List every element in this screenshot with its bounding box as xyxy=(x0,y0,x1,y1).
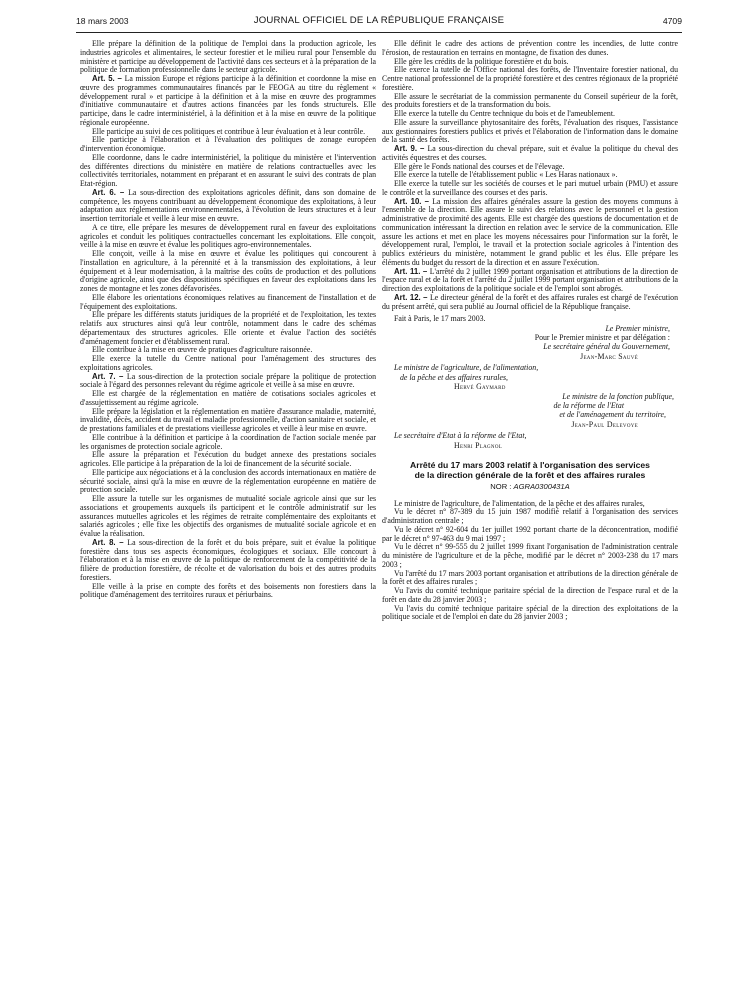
paragraph xyxy=(80,539,376,583)
paragraph-text: La sous-direction de la forêt et du bois prépare, suit et évalue la politique forestière dans tous ses aspects économiques, écologiques et sociaux. Elle concourt à l'élaboration et à la mise en œuvre de la politique de renforcement de la compétitivité de la filière de production forestière, de récolte et de valorisation du bois et des autres produits forestiers. xyxy=(80,537,377,582)
decree-body xyxy=(382,500,678,623)
left-column xyxy=(80,40,376,600)
article-label: Art. 8. – xyxy=(92,537,128,547)
fp-title-3: et de l'aménagement du territoire, xyxy=(559,410,666,420)
paragraph xyxy=(80,451,376,469)
paragraph-text: Elle exerce la tutelle de l'Office national des forêts, de l'Inventaire forestier national, du Centre national professionnel de la propriété forestière et des centres régionaux de la propriété forestière. xyxy=(382,65,678,92)
paragraph-text: Elle prépare les différents statuts juridiques de la propriété et de l'exploitation, les textes relatifs aux structures ainsi qu'à leur contrôle, notamment dans le cadre des schémas départementaux des structures agricoles. Elle oriente et évalue l'action des sociétés d'aménagement foncier et d'établissement rural. xyxy=(80,310,376,346)
paragraph-text: Elle veille à la prise en compte des forêts et des boisements non forestiers dans la politique d'aménagement des territoires ruraux et périurbains. xyxy=(80,581,376,600)
article-label: Art. 9. – xyxy=(394,144,428,153)
paragraph xyxy=(80,250,376,294)
paragraph-text: Elle gère les crédits de la politique forestière et du bois. xyxy=(394,56,569,66)
pm-delegation: Pour le Premier ministre et par délégation : xyxy=(534,333,670,343)
paragraph-text: Elle prépare la définition de la politique de l'emploi dans la production agricole, les industries agricoles et alimentaires, le secteur forestier et le milieu rural pour l'ensemble du ministère et participe au développement de l'activité dans ces secteurs et à la préparation de la politique de formation professionnelle dans le secteur agricole. xyxy=(80,39,376,75)
agri-title-2: de la pêche et des affaires rurales, xyxy=(400,372,508,382)
pm-sg-name: Jean-Marc Sauvé xyxy=(580,351,638,361)
right-articles xyxy=(382,40,678,311)
paragraph-text: A ce titre, elle prépare les mesures de développement rural en faveur des exploitations agricoles et conduit les politiques contractuelles concernant les exploitations. Elle conçoit, veille à la mise en œuvre et évalue les politiques agro-environnementales. xyxy=(80,222,376,250)
paragraph xyxy=(80,294,376,312)
article-label: Art. 5. – xyxy=(92,74,125,83)
paragraph xyxy=(382,93,678,111)
paragraph-text: Elle assure la tutelle sur les organismes de mutualité sociale agricole ainsi que sur les associations et groupements auxquels ils participent et le contrôle administratif sur les assurances mutuelles agricoles et les régimes de retraite complémentaire des exploitants et salariés agricoles ; elle fixe les objectifs des organismes de mutualité sociale agricole et en évalue la réalisation. xyxy=(80,494,376,538)
paragraph-text: Elle élabore les orientations économiques relatives au financement de l'installation et de l'équipement des exploitations. xyxy=(80,292,376,311)
decree-paragraph: Vu le décret n° 92-604 du 1er juillet 1992 portant charte de la déconcentration, modifié par le décret n° 97-463 du 9 mai 1997 ; xyxy=(382,524,678,543)
paragraph xyxy=(382,66,678,92)
header-date: 18 mars 2003 xyxy=(76,16,129,26)
paragraph-text: La sous-direction des exploitations agricoles définit, dans son domaine de compétence, les moyens contribuant au développement économique des exploitations, à leur adaptation aux réglementations environnementales, à l'évolution de leurs structures et à leur insertion territoriale et veille à leur mise en œuvre. xyxy=(80,187,377,223)
article-label: Art. 11. – xyxy=(394,266,430,276)
paragraph-text: Le directeur général de la forêt et des affaires rurales est chargé de l'exécution du présent arrêté, qui sera publié au Journal officiel de la République française. xyxy=(382,292,678,311)
signature-block xyxy=(382,314,678,450)
pm-sg-title: Le secrétaire général du Gouvernement, xyxy=(543,342,670,352)
paragraph-text: Elle prépare la législation et la réglementation en matière d'assurance maladie, maternité, invalidité, décès, accident du travail et maladie professionnelle, d'action sanitaire et sociale, et de prestations familiales et de prestations vieillesse agricoles et veille à leur mise en œuvre. xyxy=(80,406,376,433)
paragraph xyxy=(382,294,678,312)
article-label: Art. 6. – xyxy=(92,187,129,197)
article-label: Art. 12. – xyxy=(394,292,430,302)
paragraph xyxy=(80,154,376,189)
paragraph xyxy=(80,495,376,539)
paragraph-text: Elle est chargée de la réglementation en matière de cotisations sociales agricoles et d'assujettissement au régime agricole. xyxy=(80,389,376,407)
paragraph xyxy=(80,224,376,250)
fp-name: Jean-Paul Delevoye xyxy=(571,419,638,429)
right-column xyxy=(382,40,678,622)
paragraph xyxy=(80,469,376,495)
paragraph-text: L'arrêté du 2 juillet 1999 portant organisation et attributions de la direction de l'espace rural et de la forêt et l'arrêté du 2 juillet 1999 portant organisation et attributions de la direction des exploitations de la politique sociale et de l'emploi sont abrogés. xyxy=(382,266,678,293)
paragraph xyxy=(80,189,376,224)
paragraph-text: Elle participe à l'élaboration et à l'évaluation des politiques de zonage européen d'intervention économique. xyxy=(80,135,376,153)
nor-label: NOR : xyxy=(490,481,512,491)
paragraph xyxy=(80,136,376,154)
paragraph xyxy=(382,145,678,163)
paragraph-text: Elle exerce la tutelle sur les sociétés de courses et le pari mutuel urbain (PMU) et assure le contrôle et la surveillance des courses et des paris. xyxy=(382,179,678,197)
journal-title: JOURNAL OFFICIEL DE LA RÉPUBLIQUE FRANÇAISE xyxy=(253,15,505,26)
paragraph xyxy=(80,75,376,128)
nor-code: AGRA0300431A xyxy=(513,481,570,491)
decree-paragraph: Vu le décret n° 87-389 du 15 juin 1987 modifié relatif à l'organisation des services d'administration centrale ; xyxy=(382,507,678,526)
paragraph-text: Elle conçoit, veille à la mise en œuvre et évalue les politiques qui concourent à l'installation en agriculture, à la pérennité et à la transmission des exploitations, à leur équipement et à leur modernisation, à la maîtrise des coûts de production et des pollutions d'origine agricole, ainsi que des dispositions spécifiques en faveur des exploitations dans les zones de montagne et les zones défavorisées. xyxy=(80,249,376,293)
se-name: Henri Plagnol xyxy=(454,440,503,450)
paragraph xyxy=(80,390,376,408)
paragraph xyxy=(382,180,678,198)
decree-paragraph: Vu le décret n° 99-555 du 2 juillet 1999 fixant l'organisation de l'administration centrale du ministère de l'agriculture et de la pêche, modifié par le décret n° 2003-238 du 17 mars 2003 ; xyxy=(382,542,678,569)
fp-title-1: Le ministre de la fonction publique, xyxy=(562,391,674,401)
paragraph xyxy=(80,408,376,434)
paragraph-text: Elle gère le Fonds national des courses et de l'élevage. xyxy=(394,161,565,171)
paragraph xyxy=(80,311,376,346)
page-number: 4709 xyxy=(662,16,682,26)
nor-reference xyxy=(382,483,678,492)
paragraph-text: Elle coordonne, dans le cadre interministériel, la politique du ministère et l'intervention des différentes directions du ministère en matière de relations contractuelles avec les collectivités territoriales, notamment en préparant et en assurant le suivi des contrats de plan Etat-région. xyxy=(80,152,376,188)
paragraph-text: Elle contribue à la mise en œuvre de pratiques d'agriculture raisonnée. xyxy=(92,345,313,355)
paragraph-text: Elle exerce la tutelle du Centre technique du bois et de l'ameublement. xyxy=(394,109,615,118)
decree-paragraph: Vu l'arrêté du 17 mars 2003 portant organisation et attributions de la direction générale de la forêt et des affaires rurales ; xyxy=(382,568,678,587)
paragraph-text: Elle participe aux négociations et à la conclusion des accords internationaux en matière de sécurité sociale, ainsi qu'à la mise en œuvre de la réglementation européenne en matière de protection sociale. xyxy=(80,467,376,495)
paragraph-text: La sous-direction du cheval prépare, suit et évalue la politique du cheval des activités équestres et des courses. xyxy=(382,144,678,162)
paragraph-text: Elle assure le secrétariat de la commission permanente du Conseil supérieur de la forêt, des produits forestiers et de la transformation du bois. xyxy=(382,91,678,110)
se-title: Le secrétaire d'Etat à la réforme de l'Etat, xyxy=(394,431,527,441)
article-label: Art. 7. – xyxy=(92,371,127,381)
decree-title: Arrêté du 17 mars 2003 relatif à l'organisation des services de la direction générale de la forêt et des affaires rurales xyxy=(410,459,650,480)
paragraph xyxy=(80,373,376,391)
paragraph-text: La mission des affaires générales assure la gestion des moyens communs à l'ensemble de la direction. Elle assure le suivi des relations avec le personnel et la gestion administrative de proximité des agents. Elle est chargée des questions de documentation et de communication intéressant la direction en relation avec le service de la communication. Elle assure les actions et met en place les moyens nécessaires pour l'information sur la forêt, le développement rural, l'emploi, le travail et la protection sociale agricoles à l'intention des publics extérieurs du ministère, notamment le grand public et les élus. Elle prépare les éléments du budget du ressort de la direction et en assure l'exécution. xyxy=(382,196,678,267)
place-date: Fait à Paris, le 17 mars 2003. xyxy=(394,314,486,324)
paragraph xyxy=(80,434,376,452)
paragraph-text: Elle assure la surveillance phytosanitaire des forêts, l'évaluation des risques, l'assistance aux gestionnaires forestiers publics et privés et l'élaboration de l'information dans le domaine de la santé des forêts. xyxy=(382,117,678,145)
decree-paragraph: Vu l'avis du comité technique paritaire spécial de la direction de l'espace rural et de la forêt en date du 28 janvier 2003 ; xyxy=(382,586,678,604)
agri-title-1: Le ministre de l'agriculture, de l'alimentation, xyxy=(394,363,539,373)
paragraph xyxy=(80,355,376,373)
agri-name: Hervé Gaymard xyxy=(454,382,506,392)
paragraph-text: Elle exerce la tutelle du Centre national pour l'aménagement des structures des exploitations agricoles. xyxy=(80,354,376,372)
paragraph xyxy=(382,198,678,268)
paragraph-text: Elle assure la préparation et l'exécution du budget annexe des prestations sociales agricoles. Elle participe à la préparation de la loi de financement de la sécurité sociale. xyxy=(80,450,376,468)
paragraph-text: La mission Europe et régions participe à la définition et coordonne la mise en œuvre des programmes communautaires financés par le FEOGA au titre du règlement « développement rural » et participe à la définition et à la mise en œuvre des programmes d'initiative communautaire et d'autres actions financées par les fonds structurels. Elle participe, dans le cadre interministériel, à la définition et à la mise en œuvre de la politique régionale européenne. xyxy=(80,74,377,127)
page-header xyxy=(76,16,682,30)
article-label: Art. 10. – xyxy=(394,196,433,206)
paragraph-text: Elle exerce la tutelle de l'établissement public « Les Haras nationaux ». xyxy=(394,170,618,180)
header-rule xyxy=(76,32,682,33)
fp-title-2: de la réforme de l'Etat xyxy=(553,400,624,410)
paragraph xyxy=(382,119,678,145)
paragraph xyxy=(382,268,678,294)
paragraph xyxy=(382,40,678,58)
paragraph xyxy=(80,40,376,75)
paragraph-text: La sous-direction de la protection sociale prépare la politique de protection sociale à l'égard des personnes relevant du régime agricole et veille à sa mise en œuvre. xyxy=(80,371,376,390)
paragraph-text: Elle définit le cadre des actions de prévention contre les incendies, de lutte contre l'érosion, de restauration en terrains en montagne, de fixation des dunes. xyxy=(382,39,678,57)
decree-paragraph: Vu l'avis du comité technique paritaire spécial de la direction des exploitations de la politique sociale et de l'emploi en date du 28 janvier 2003 ; xyxy=(382,603,678,622)
decree-paragraph: Le ministre de l'agriculture, de l'alimentation, de la pêche et des affaires rurales, xyxy=(394,498,645,508)
paragraph-text: Elle contribue à la définition et participe à la coordination de l'action sociale menée par les organismes de protection sociale agricole. xyxy=(80,432,376,451)
paragraph xyxy=(80,583,376,601)
pm-title: Le Premier ministre, xyxy=(605,323,670,333)
paragraph-text: Elle participe au suivi de ces politiques et contribue à leur évaluation et à leur contrôle. xyxy=(92,126,366,136)
